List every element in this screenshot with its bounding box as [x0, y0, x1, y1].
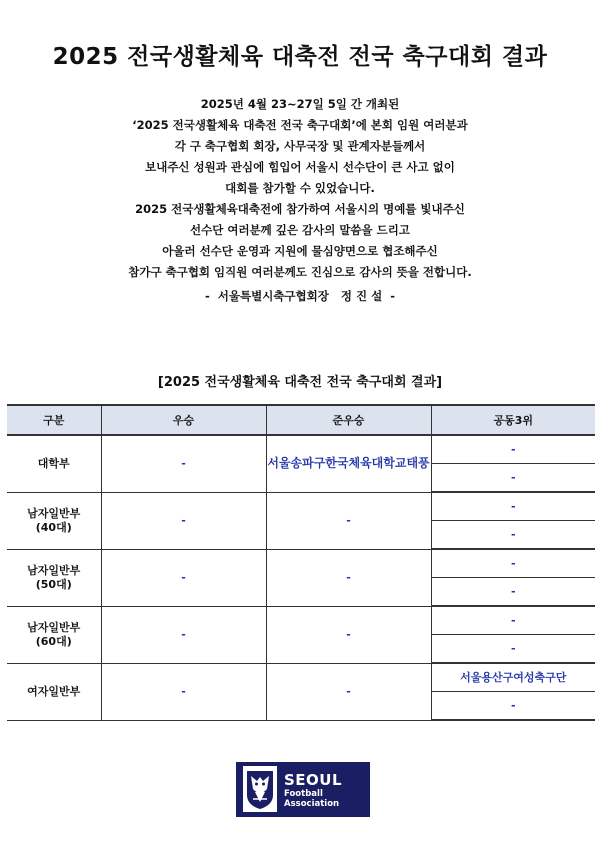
thank-you-message [0, 94, 600, 283]
runner-up-value: - [346, 513, 351, 527]
message-line: 참가구 축구협회 임직원 여러분께도 진심으로 감사의 뜻을 전합니다. [128, 265, 472, 279]
third-place-cell [431, 606, 595, 635]
runner-up-cell [266, 435, 431, 492]
message-line: 선수단 여러분께 깊은 감사의 말씀을 드리고 [190, 223, 410, 237]
division-label: 남자일반부 [27, 620, 81, 634]
message-line: 각 구 축구협회 회장, 사무국장 및 관계자분들께서 [174, 139, 426, 153]
table-title: [2025 전국생활체육 대축전 전국 축구대회 결과] [157, 375, 443, 390]
third-place-value: - [510, 641, 516, 655]
third-place-cell [431, 663, 595, 692]
third-place-value: - [510, 584, 516, 598]
third-place-value: - [510, 613, 516, 627]
header-division: 구분 [7, 405, 101, 435]
winner-cell [101, 492, 266, 549]
division-label: 남자일반부 [27, 506, 81, 520]
third-place-cell [431, 692, 595, 721]
winner-cell [101, 663, 266, 720]
table-row [7, 492, 595, 521]
division-label: 남자일반부 [27, 563, 81, 577]
third-place-value: - [510, 442, 516, 456]
third-place-cell [431, 492, 595, 521]
seoul-fa-logo [236, 762, 370, 817]
header-third-place: 공동3위 [431, 405, 595, 435]
winner-value: - [181, 684, 186, 698]
winner-value: - [181, 456, 186, 470]
division-age: (60대) [35, 634, 72, 648]
winner-cell [101, 549, 266, 606]
division-cell [7, 435, 101, 492]
runner-up-value: - [346, 627, 351, 641]
third-place-value: 서울용산구여성축구단 [460, 670, 567, 684]
runner-up-cell [266, 492, 431, 549]
logo-text [284, 771, 342, 809]
third-place-value: - [510, 499, 516, 513]
table-row [7, 549, 595, 578]
table-row [7, 435, 595, 464]
winner-cell [101, 606, 266, 663]
runner-up-value: - [346, 684, 351, 698]
division-cell [7, 492, 101, 549]
division-cell [7, 549, 101, 606]
runner-up-value: - [346, 570, 351, 584]
header-winner: 우승 [101, 405, 266, 435]
message-line: 대회를 참가할 수 있었습니다. [225, 181, 375, 195]
third-place-cell [431, 464, 595, 493]
message-line: 2025년 4월 23~27일 5일 간 개최된 [200, 97, 400, 111]
third-place-value: - [510, 698, 516, 712]
third-place-cell [431, 521, 595, 550]
winner-value: - [181, 513, 186, 527]
winner-value: - [181, 627, 186, 641]
message-line: 2025 전국생활체육대축전에 참가하여 서울시의 명예를 빛내주신 [135, 202, 465, 216]
table-header-row [7, 405, 595, 435]
division-age: (40대) [35, 520, 72, 534]
runner-up-cell [266, 606, 431, 663]
runner-up-value: 서울송파구한국체육대학교태풍 [267, 456, 430, 471]
table-row [7, 663, 595, 692]
logo-line2: Association [284, 798, 340, 809]
division-age: (50대) [35, 577, 72, 591]
third-place-value: - [510, 556, 516, 570]
division-cell [7, 663, 101, 720]
message-line: 아울러 선수단 운영과 지원에 물심양면으로 협조해주신 [162, 244, 438, 258]
message-line: 보내주신 성원과 관심에 힘입어 서울시 선수단이 큰 사고 없이 [145, 160, 455, 174]
third-place-cell [431, 578, 595, 607]
results-table [7, 404, 595, 721]
runner-up-cell [266, 663, 431, 720]
header-runner-up: 준우승 [266, 405, 431, 435]
third-place-cell [431, 549, 595, 578]
third-place-value: - [510, 470, 516, 484]
division-label: 여자일반부 [27, 684, 81, 698]
table-row [7, 606, 595, 635]
tiger-shield-icon [240, 762, 280, 817]
winner-value: - [181, 570, 186, 584]
winner-cell [101, 435, 266, 492]
third-place-cell [431, 635, 595, 664]
division-cell [7, 606, 101, 663]
runner-up-cell [266, 549, 431, 606]
logo-city: SEOUL [284, 770, 343, 789]
third-place-cell [431, 435, 595, 464]
logo-line1: Football [284, 788, 323, 799]
message-line: ‘2025 전국생활체육 대축전 전국 축구대회’에 본회 임원 여러분과 [132, 118, 468, 132]
division-label: 대학부 [37, 456, 70, 470]
page-title: 2025 전국생활체육 대축전 전국 축구대회 결과 [52, 44, 548, 70]
signature: - 서울특별시축구협회장 정 진 설 - [205, 289, 395, 303]
third-place-value: - [510, 527, 516, 541]
